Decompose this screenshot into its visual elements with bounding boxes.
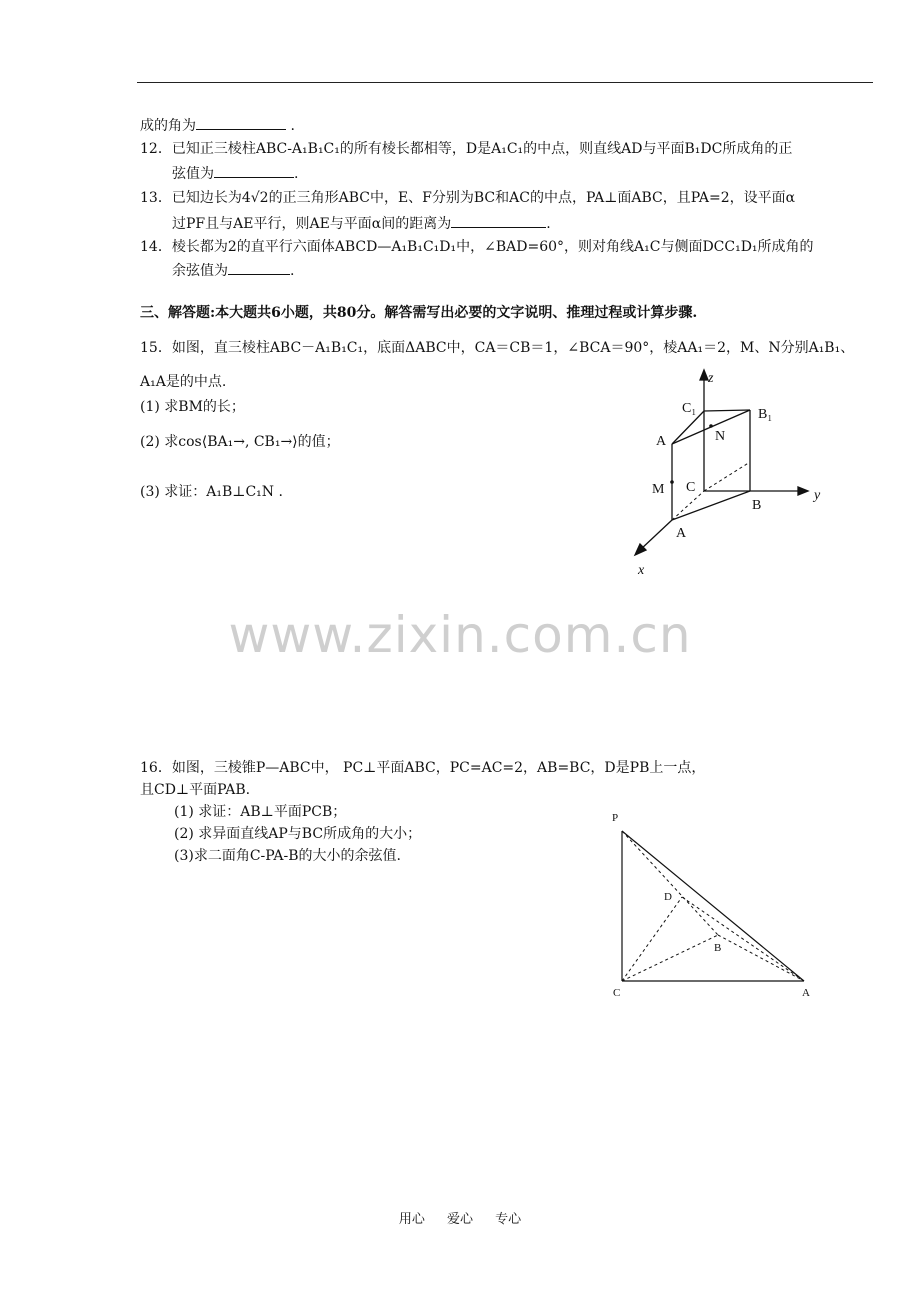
y-arrow-icon [798, 487, 808, 495]
q14-end: . [290, 263, 295, 279]
label-a: A [676, 526, 687, 541]
q13-line2 [172, 213, 551, 234]
q16-intro: 16．如图，三棱锥P—ABC中， PC⊥平面ABC，PC=AC=2，AB=BC，D是PB上一点， [140, 760, 706, 776]
label-x: x [638, 563, 645, 578]
hidden-line-1 [704, 462, 750, 491]
edge-cb [622, 935, 718, 981]
q13-end: . [546, 216, 551, 232]
section-3-heading: 三、解答题:本大题共6小题，共80分。解答需写出必要的文字说明、推理过程或计算步骤. [140, 305, 698, 321]
q12-text: 已知正三棱柱ABC-A₁B₁C₁的所有棱长都相等，D是A₁C₁的中点，则直线AD与平面B₁DC所成角的正 [171, 141, 793, 157]
answer-blank[interactable] [228, 260, 290, 275]
answer-blank[interactable] [196, 115, 286, 130]
q15-part-1: (1) 求BM的长； [140, 399, 245, 415]
q12-line2 [172, 163, 298, 184]
q16-part-2: (2) 求异面直线AP与BC所成角的大小； [174, 826, 422, 842]
label-b1: B₁ [758, 407, 773, 422]
label-z: z [708, 371, 714, 386]
q13-text-a: 已知边长为4√2 [171, 190, 269, 206]
q14-line2 [172, 260, 294, 281]
z-arrow-icon [700, 370, 708, 380]
answer-blank[interactable] [451, 213, 546, 228]
q14-number: 14． [140, 239, 172, 255]
edge-da [682, 897, 804, 981]
answer-blank[interactable] [214, 163, 294, 178]
q16-intro-2: 且CD⊥平面PAB. [140, 782, 251, 798]
q14-text: 棱长都为2的直平行六面体ABCD—A₁B₁C₁D₁中，∠BAD=60°，则对角线A₁C与侧面DCC₁D₁所成角的 [171, 239, 814, 255]
q13-text-b: 的正三角形ABC中，E、F分别为BC和AC的中点，PA⊥面ABC，且PA=2，设平面α [268, 190, 796, 206]
label-a: A [802, 987, 810, 999]
q14-line1 [140, 237, 814, 257]
label-d: D [664, 891, 672, 903]
edge-ba [718, 935, 804, 981]
q16-part-1: (1) 求证：AB⊥平面PCB； [174, 804, 347, 820]
label-b: B [752, 498, 762, 513]
label-m: M [652, 482, 665, 497]
q15-intro: 15．如图，直三棱柱ABC－A₁B₁C₁，底面ΔABC中，CA＝CB＝1，∠BCA＝90°，棱AA₁＝2，M、N分别A₁B₁、 [140, 340, 855, 356]
header-rule [137, 82, 873, 83]
pyramid-figure [600, 805, 830, 1005]
point-m-dot [670, 480, 674, 484]
q12-number: 12． [140, 141, 172, 157]
q11-end: . [290, 118, 295, 134]
label-n: N [715, 429, 726, 444]
prism-figure [620, 362, 840, 580]
edge-ab [672, 491, 750, 520]
q12-text-2: 弦值为 [172, 166, 214, 182]
label-b: B [714, 942, 722, 954]
q14-text-2: 余弦值为 [172, 263, 228, 279]
edge-pa [622, 831, 804, 981]
q12-line1 [140, 139, 792, 159]
q13-line1 [140, 188, 795, 208]
q16-part-3: (3)求二面角C-PA-B的大小的余弦值. [174, 848, 401, 864]
q12-end: . [294, 166, 299, 182]
edge-cd [622, 897, 682, 981]
q15-part-2: (2) 求cos⟨BA₁→, CB₁→⟩的值； [140, 434, 340, 450]
watermark: www.zixin.com.cn [228, 606, 692, 664]
label-a1: A [656, 434, 667, 449]
x-axis [640, 520, 672, 550]
point-n-dot [709, 424, 713, 428]
q11-tail [140, 115, 295, 136]
label-c: C [613, 987, 621, 999]
label-y: y [814, 488, 821, 503]
label-c: C [686, 480, 696, 495]
edge-c1b1 [704, 410, 750, 411]
q11-text: 成的角为 [140, 118, 196, 134]
q15-intro-2: A₁A是的中点. [140, 374, 227, 390]
label-p: P [612, 812, 619, 824]
q13-text-2: 过PF且与AE平行，则AE与平面α间的距离为 [172, 216, 452, 232]
q15-part-3: (3) 求证：A₁B⊥C₁N . [140, 484, 283, 500]
label-c1: C₁ [682, 401, 697, 416]
page-footer: 用心 爱心 专心 [398, 1212, 522, 1227]
q13-number: 13． [140, 190, 172, 206]
edge-ac-hidden [672, 491, 704, 520]
edge-pb [622, 831, 718, 935]
